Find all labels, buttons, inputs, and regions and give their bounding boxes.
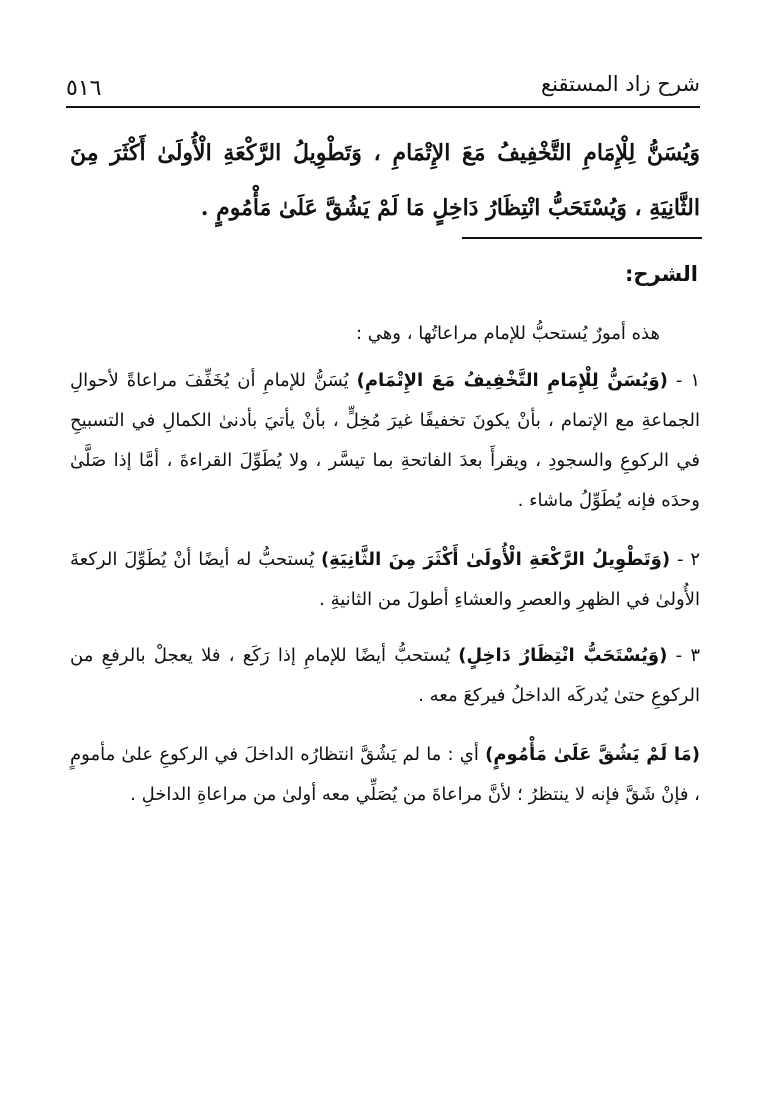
paragraph-1 (70, 361, 700, 521)
paragraph-4 (70, 735, 700, 815)
matn-quote: (وَتَطْوِيلُ الرَّكْعَةِ الْأُولَىٰ أَكْثَرَ مِنَ الثَّانِيَةِ) (320, 549, 671, 570)
matn-quote: (وَيُسَنُّ لِلْإِمَامِ التَّخْفِيفُ مَعَ الإِتْمَامِ) (356, 370, 668, 391)
intro-paragraph: هذه أمورٌ يُستحبُّ للإمام مراعاتُها ، وهي : (356, 323, 660, 344)
paragraph-text: أي : ما لم يَشُقَّ انتظارُه الداخلَ في الركوعِ علىٰ مأمومٍ ، فإنْ شَقَّ فإنه لا ينتظرُ ؛ لأنَّ مراعاةَ من يُصَلِّي معه أولىٰ من مراعاةِ الداخلِ . (70, 744, 700, 805)
paragraph-text: يُستحبُّ أيضًا للإمامِ إذا رَكَع ، فلا يعجلْ بالرفعِ من الركوعِ حتىٰ يُدركَه الداخلُ فيركعَ معه . (70, 645, 700, 706)
header-rule (66, 106, 700, 108)
sharh-heading: الشرح: (624, 262, 698, 286)
paragraph-number: ٢ - (676, 549, 700, 570)
matn-quote: (مَا لَمْ يَشُقَّ عَلَىٰ مَأْمُومٍ) (485, 744, 700, 765)
paragraph-text: يُستحبُّ له أيضًا أنْ يُطَوِّلَ الركعةَ الأُولىٰ في الظهرِ والعصرِ والعشاءِ أطولَ من الثانيةِ . (70, 549, 700, 610)
running-title: شرح زاد المستقنع (541, 72, 700, 96)
paragraph-text: يُسَنُّ للإمامِ أن يُخَفِّفَ مراعاةً لأحوالِ الجماعةِ مع الإتمام ، بأنْ يكونَ تخفيفًا غيرَ مُخِلٍّ ، بأنْ يأتيَ بأدنىٰ الكمالِ في التسبيحِ في الركوعِ والسجودِ ، ويقرأَ بعدَ الفاتحةِ بما تيسَّر ، ولا يُطَوِّلَ القراءةَ ، أمَّا إذا صَلَّىٰ وحدَه فإنه يُطَوِّلُ ماشاء . (70, 370, 700, 511)
paragraph-2 (70, 540, 700, 620)
paragraph-number: ٣ - (675, 645, 700, 666)
matn-text: وَيُسَنُّ لِلْإِمَامِ التَّخْفِيفُ مَعَ الإِتْمَامِ ، وَتَطْوِيلُ الرَّكْعَةِ الْأُولَىٰ أَكْثَرَ مِنَ الثَّانِيَةِ ، وَيُسْتَحَبُّ انْتِظَارُ دَاخِلٍ مَا لَمْ يَشُقَّ عَلَىٰ مَأْمُومٍ . (70, 140, 700, 221)
matn-separator-rule (462, 237, 702, 239)
page-number: ٥١٦ (66, 76, 102, 101)
paragraph-number: ١ - (675, 370, 700, 391)
paragraph-3 (70, 636, 700, 716)
page-header (66, 70, 700, 106)
matn-quote: (وَيُسْتَحَبُّ انْتِظَارُ دَاخِلٍ) (458, 645, 668, 666)
